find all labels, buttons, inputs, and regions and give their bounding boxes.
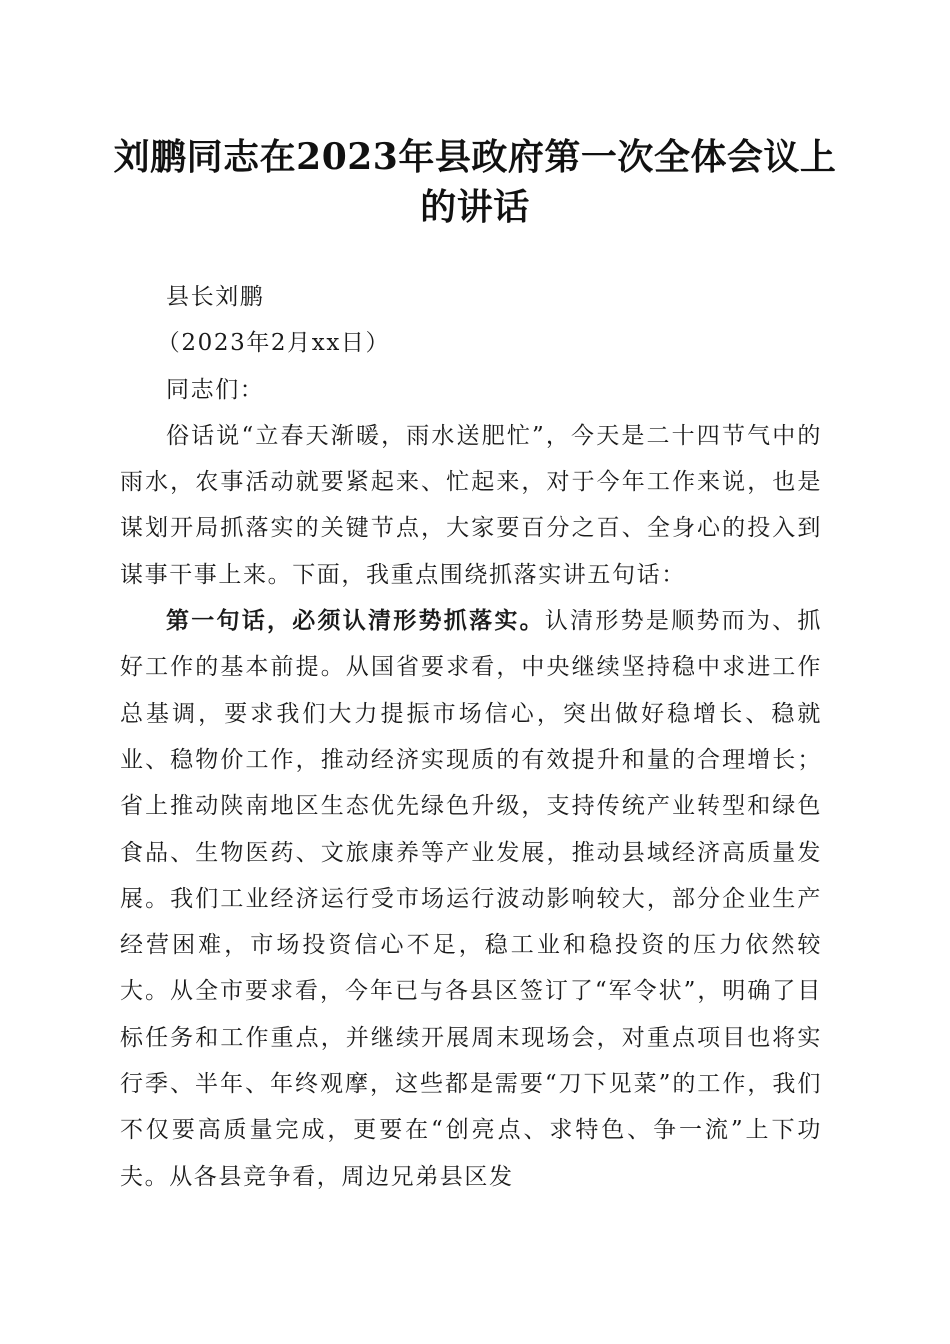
paragraph-lead: 第一句话，必须认清形势抓落实。 <box>166 607 545 635</box>
document-body <box>120 274 822 1200</box>
paragraph-point-one <box>120 598 822 1200</box>
document-title: 刘鹏同志在2023年县政府第一次全体会议上的讲话 <box>113 136 837 228</box>
paragraph-text: 认清形势是顺势而为、抓好工作的基本前提。从国省要求看，中央继续坚持稳中求进工作总基调，要求我们大力提振市场信心，突出做好稳增长、稳就业、稳物价工作，推动经济实现质的有效提升和量的合理增长；省上推动陕南地区生态优先绿色升级，支持传统产业转型和绿色食品、生物医药、文旅康养等产业发展，推动县域经济高质量发展。我们工业经济运行受市场运行波动影响较大，部分企业生产经营困难，市场投资信心不足，稳工业和稳投资的压力依然较大。从全市要求看，今年已与各县区签订了“军令状”，明确了目标任务和工作重点，并继续开展周末现场会，对重点项目也将实行季、半年、年终观摩，这些都是需要“刀下见菜”的工作，我们不仅要高质量完成，更要在“创亮点、求特色、争一流”上下功夫。从各县竞争看，周边兄弟县区发 <box>120 608 822 1190</box>
paragraph-intro: 俗话说“立春天渐暖，雨水送肥忙”，今天是二十四节气中的雨水，农事活动就要紧起来、忙起来，对于今年工作来说，也是谋划开局抓落实的关键节点，大家要百分之百、全身心的投入到谋事干事上来。下面，我重点围绕抓落实讲五句话： <box>120 422 822 588</box>
salutation: 同志们： <box>166 376 265 403</box>
speaker-line: 县长刘鹏 <box>166 284 265 310</box>
date-line: （2023年2月xx日） <box>156 330 391 357</box>
